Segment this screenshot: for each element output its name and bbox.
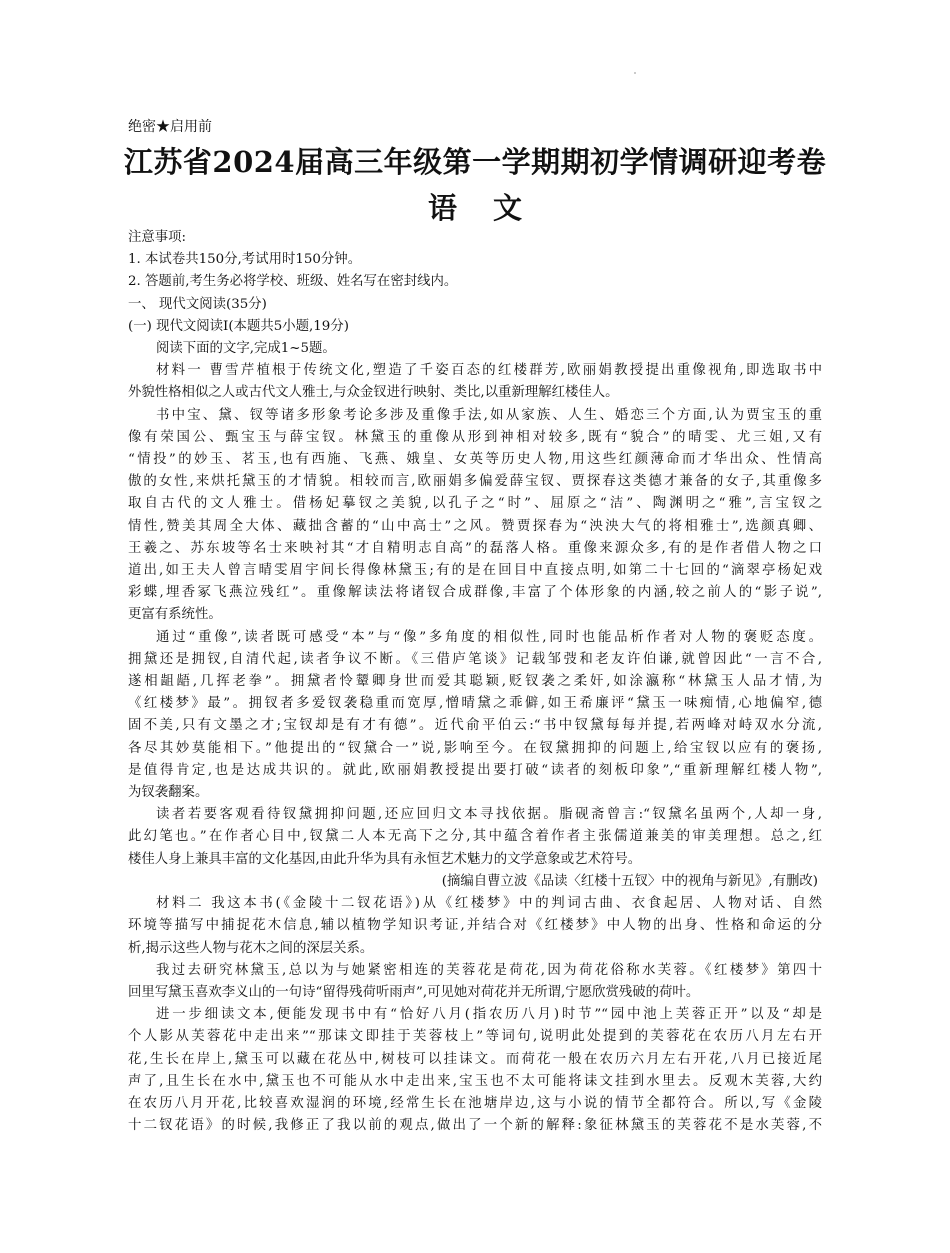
passage-line: 花,生长在岸上,黛玉可以藏在花丛中,树枝可以挂诔文。而荷花一般在农历六月左右开花,八月已接近尾 xyxy=(128,1051,822,1067)
confidential-label: 绝密★启用前 xyxy=(128,119,212,135)
instruction: 阅读下面的文字,完成1~5题。 xyxy=(156,341,336,357)
subsection-heading: (一) 现代文阅读Ⅰ(本题共5小题,19分) xyxy=(128,318,349,334)
passage-line: 各尽其妙莫能相下。”他提出的“钗黛合一”说,影响至今。在钗黛拥抑的问题上,给宝钗以应有的褒扬, xyxy=(128,740,822,756)
scan-dot xyxy=(634,72,636,74)
passage-line: 取自古代的文人雅士。借杨妃摹钗之美貌,以孔子之“时”、屈原之“洁”、陶渊明之“雅”,言宝钗之 xyxy=(128,496,822,512)
passage-line: 《红楼梦》最”。拥钗者多爱钗袭稳重而宽厚,憎晴黛之乖僻,如王希廉评“黛玉一味痴情,心地偏窄,德 xyxy=(128,696,822,712)
passage-line: 楼佳人身上兼具丰富的文化基因,由此升华为具有永恒艺术魅力的文学意象或艺术符号。 xyxy=(128,851,642,867)
passage-line: 拥黛还是拥钗,自清代起,读者争议不断。《三借庐笔谈》记载邹弢和老友许伯谦,就曾因此“一言不合, xyxy=(128,651,822,667)
passage-line: 通过“重像”,读者既可感受“本”与“像”多角度的相似性,同时也能品析作者对人物的褒贬态度。 xyxy=(156,629,822,645)
section-heading: 一、 现代文阅读(35分) xyxy=(128,296,267,312)
passage-line: 像有荣国公、甄宝玉与薛宝钗。林黛玉的重像从形到神相对较多,既有“貌合”的晴雯、尤三姐,又有 xyxy=(128,429,822,445)
exam-body xyxy=(128,227,822,1137)
passage-line: 王羲之、苏东坡等名士来映衬其“才自精明志自高”的磊落人格。重像来源众多,有的是作者借人物之口 xyxy=(128,540,822,556)
passage-line: 彩蝶,埋香冢飞燕泣残红”。重像解读法将诸钗合成群像,丰富了个体形象的内涵,较之前人的“影子说”, xyxy=(128,585,822,601)
passage-line: 此幻笔也。”在作者心目中,钗黛二人本无高下之分,其中蕴含着作者主张儒道兼美的审美理想。总之,红 xyxy=(128,829,822,845)
passage-line: 道出,如王夫人曾言晴雯眉宇间长得像林黛玉;有的是在回目中直接点明,如第二十七回的“滴翠亭杨妃戏 xyxy=(128,563,822,579)
passage xyxy=(128,360,822,1137)
passage-line: 是值得肯定,也是达成共识的。就此,欧丽娟教授提出要打破“读者的刻板印象”,“重新理解红楼人物”, xyxy=(128,762,822,778)
note-item: 2. 答题前,考生务必将学校、班级、姓名写在密封线内。 xyxy=(128,274,458,290)
passage-line: 我过去研究林黛玉,总以为与她紧密相连的芙蓉花是荷花,因为荷花俗称水芙蓉。《红楼梦》第四十 xyxy=(156,962,822,978)
passage-line: 进一步细读文本,便能发现书中有“恰好八月(指农历八月)时节”“园中池上芙蓉正开”以及“却是 xyxy=(156,1007,822,1023)
passage-line: 析,揭示这些人物与花木之间的深层关系。 xyxy=(128,940,374,956)
passage-line: 外貌性格相似之人或古代文人雅士,与众金钗进行映射、类比,以重新理解红楼佳人。 xyxy=(128,385,619,401)
passage-line: 声了,且生长在水中,黛玉也不可能从水中走出来,宝玉也不太可能将诔文挂到水里去。反观木芙蓉,大约 xyxy=(128,1073,822,1089)
passage-line: 为钗袭翻案。 xyxy=(128,785,209,801)
passage-line: “情投”的妙玉、茗玉,也有西施、飞燕、娥皇、女英等历史人物,用这些红颜薄命而才华出众、性情高 xyxy=(128,452,822,468)
exam-title: 江苏省2024届高三年级第一学期期初学情调研迎考卷 xyxy=(123,145,827,179)
passage-line: 更富有系统性。 xyxy=(128,607,222,623)
passage-line: 材料二 我这本书(《金陵十二钗花语》)从《红楼梦》中的判词古曲、衣食起居、人物对话、自然 xyxy=(156,896,822,912)
passage-line: 读者若要客观看待钗黛拥抑问题,还应回归文本寻找依据。脂砚斋曾言:“钗黛名虽两个,人却一身, xyxy=(156,807,822,823)
passage-line: 环境等描写中捕捉花木信息,辅以植物学知识考证,并结合对《红楼梦》中人物的出身、性格和命运的分 xyxy=(128,918,822,934)
note-item: 1. 本试卷共150分,考试用时150分钟。 xyxy=(128,252,362,268)
passage-line: 情性,赞美其周全大体、藏拙含蓄的“山中高士”之风。赞贾探春为“泱泱大气的将相雅士”,选颜真卿、 xyxy=(128,518,822,534)
subject-text: 语文 xyxy=(427,191,558,225)
notes-heading: 注意事项: xyxy=(128,230,187,245)
passage-line: 材料一 曹雪芹植根于传统文化,塑造了千姿百态的红楼群芳,欧丽娟教授提出重像视角,即选取书中 xyxy=(156,363,822,379)
passage-line: 回里写黛玉喜欢李义山的一句诗“留得残荷听雨声”,可见她对荷花并无所谓,宁愿欣赏残破的荷叶。 xyxy=(128,984,700,1000)
passage-line: 固不美,只有文墨之才;宝钗却是有才有德”。近代俞平伯云:“书中钗黛每每并提,若两峰对峙双水分流, xyxy=(128,718,822,734)
source-citation: (摘编自曹立波《品读〈红楼十五钗〉中的视角与新见》,有删改) xyxy=(441,873,818,889)
passage-line: 在农历八月开花,比较喜欢湿润的环境,经常生长在池塘岸边,这与小说的情节全都符合。所以,写《金陵 xyxy=(128,1095,822,1111)
passage-line: 个人影从芙蓉花中走出来”“那诔文即挂于芙蓉枝上”等词句,说明此处提到的芙蓉花在农历八月左右开 xyxy=(128,1029,822,1045)
passage-line: 傲的女性,来烘托黛玉的才情貌。相较而言,欧丽娟多偏爱薛宝钗、贾探春这类德才兼备的女子,其重像多 xyxy=(128,474,822,490)
passage-line: 遂相龃龉,几挥老拳”。拥黛者怜颦卿身世而爱其聪颖,贬钗袭之柔奸,如涂瀛称“林黛玉人品才情,为 xyxy=(128,674,822,690)
passage-line: 书中宝、黛、钗等诸多形象考论多涉及重像手法,如从家族、人生、婚恋三个方面,认为贾宝玉的重 xyxy=(156,407,822,423)
passage-line: 十二钗花语》的时候,我修正了我以前的观点,做出了一个新的解释:象征林黛玉的芙蓉花不是水芙蓉,不 xyxy=(128,1118,822,1134)
subject-title xyxy=(0,186,950,227)
